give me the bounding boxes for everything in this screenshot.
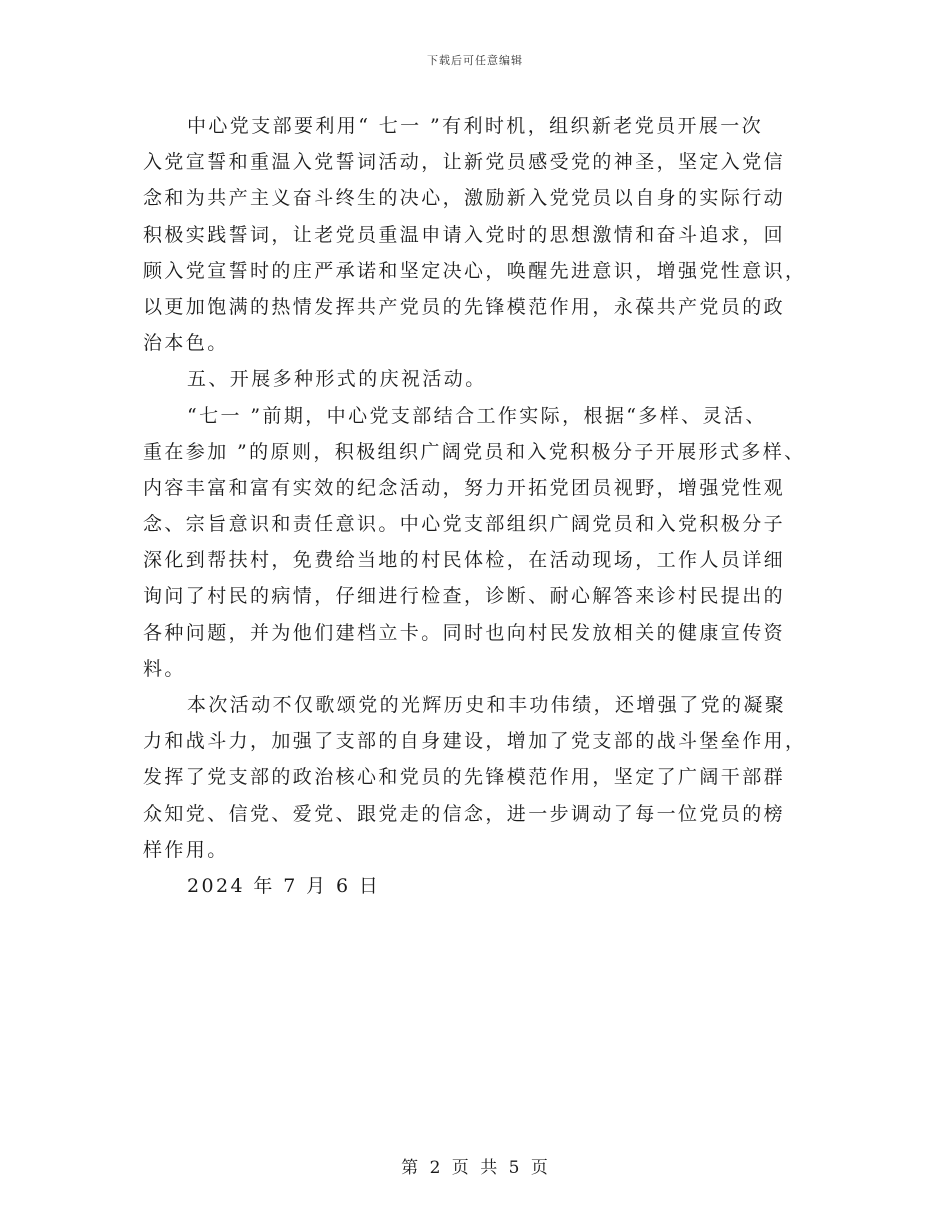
paragraph-line: 发挥了党支部的政治核心和党员的先锋模范作用，坚定了广阔干部群 — [143, 766, 786, 789]
paragraph-line: 重在参加 ”的原则，积极组织广阔党员和入党积极分子开展形式多样、 — [143, 440, 806, 463]
header-note: 下载后可任意编辑 — [427, 54, 523, 67]
document-body — [143, 108, 808, 904]
document-date: 2024 年 7 月 6 日 — [187, 874, 381, 897]
paragraph-line: 深化到帮扶村，免费给当地的村民体检，在活动现场，工作人员详细 — [143, 549, 786, 572]
paragraph-line: 力和战斗力，加强了支部的自身建设，增加了党支部的战斗堡垒作用， — [143, 730, 807, 753]
paragraph-line: 入党宣誓和重温入党誓词活动，让新党员感受党的神圣，坚定入党信 — [143, 151, 786, 174]
section-heading: 五、开展多种形式的庆祝活动。 — [187, 368, 487, 391]
paragraph-line: 治本色。 — [143, 332, 229, 355]
paragraph-line: 念和为共产主义奋斗终生的决心，激励新入党党员以自身的实际行动 — [143, 187, 786, 210]
paragraph-line: 样作用。 — [143, 838, 229, 861]
paragraph-line: 积极实践誓词，让老党员重温申请入党时的思想激情和奋斗追求，回 — [143, 223, 786, 246]
paragraph-line: 中心党支部要利用“ 七一 ”有利时机，组织新老党员开展一次 — [187, 115, 764, 137]
paragraph-line: 以更加饱满的热情发挥共产党员的先锋模范作用，永葆共产党员的政 — [143, 295, 786, 318]
page-indicator: 第 2 页 共 5 页 — [401, 1158, 549, 1178]
paragraph-line: 念、宗旨意识和责任意识。中心党支部组织广阔党员和入党积极分子 — [143, 513, 786, 536]
paragraph-line: 各种问题，并为他们建档立卡。同时也向村民发放相关的健康宣传资 — [143, 621, 786, 644]
paragraph-line: 料。 — [143, 657, 186, 680]
paragraph-line: “七一 ”前期，中心党支部结合工作实际，根据“多样、灵活、 — [187, 404, 767, 427]
paragraph-line: 询问了村民的病情，仔细进行检查，诊断、耐心解答来诊村民提出的 — [143, 585, 786, 608]
paragraph-line: 内容丰富和富有实效的纪念活动，努力开拓党团员视野，增强党性观 — [143, 476, 786, 499]
paragraph-line: 顾入党宣誓时的庄严承诺和坚定决心，唤醒先进意识，增强党性意识， — [143, 259, 807, 282]
paragraph-line: 众知党、信党、爱党、跟党走的信念，进一步调动了每一位党员的榜 — [143, 802, 786, 825]
paragraph-line: 本次活动不仅歌颂党的光辉历史和丰功伟绩，还增强了党的凝聚 — [187, 694, 787, 716]
